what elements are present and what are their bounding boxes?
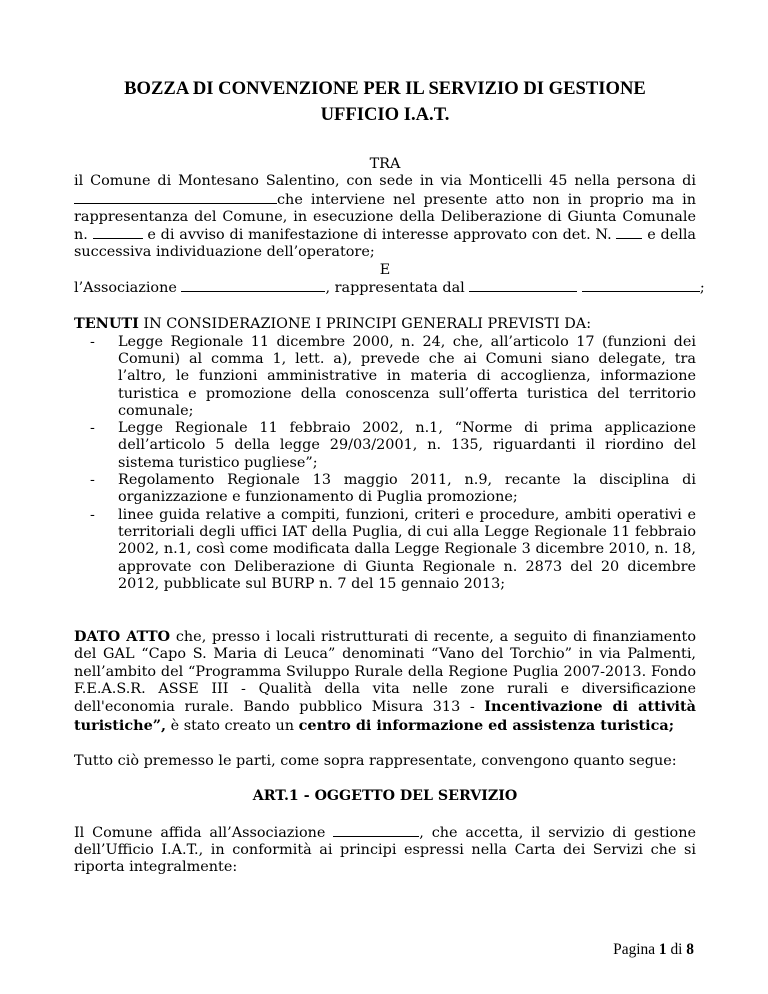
comune-text-2: che interviene nel presente atto non in proprio ma in rappresentanza del Comune, in esecuzione della Deliberazione di Giunta Comunale n. <box>74 191 696 244</box>
tenuti-heading <box>74 315 696 333</box>
associazione-paragraph <box>74 279 705 297</box>
blank-line-associazione <box>181 279 325 292</box>
title-line-1: BOZZA DI CONVENZIONE PER IL SERVIZIO DI GESTIONE <box>124 78 646 99</box>
comune-paragraph <box>74 173 696 261</box>
art1-text-2: , che accetta, il servizio di gestione dell’Ufficio I.A.T., in conformità ai principi espressi nella Carta dei Servizi che si riporta integralmente: <box>74 824 696 876</box>
footer-di: di <box>666 941 687 958</box>
tra-label: TRA <box>369 156 401 172</box>
blank-line-det <box>616 226 642 239</box>
assoc-text-1: l’Associazione <box>74 280 177 297</box>
tenuti-bold: TENUTI <box>74 315 139 333</box>
title-line-2: UFFICIO I.A.T. <box>320 104 450 125</box>
art1-title: ART.1 - OGGETTO DEL SERVIZIO <box>252 788 518 805</box>
principi-list <box>74 334 696 593</box>
dato-atto-bold-2: Incentivazione di attività turistiche”, <box>74 698 696 734</box>
document-page <box>74 76 705 876</box>
tenuti-rest: IN CONSIDERAZIONE I PRINCIPI GENERALI PREVISTI DA: <box>138 316 592 333</box>
document-title <box>74 76 696 128</box>
blank-line-delibera <box>93 226 143 239</box>
dato-atto-bold: DATO ATTO <box>74 628 171 646</box>
blank-line-rappresentante-1 <box>469 279 577 292</box>
blank-line-art1-associazione <box>333 824 419 837</box>
footer-page-number: 1 <box>658 941 667 958</box>
dato-atto-bold-3: centro di informazione ed assistenza turistica; <box>298 716 675 734</box>
comune-text-4: e della successiva individuazione dell’operatore; <box>74 227 696 261</box>
blank-line-rappresentante-2 <box>582 279 700 292</box>
list-item: - Legge Regionale 11 dicembre 2000, n. 24, che, all’articolo 17 (funzioni dei Comuni) al comma 1, lett. a), prevede che ai Comuni siano delegate, tra l’altro, le funzioni amministrative in materia di accoglienza, informazione turistica e promozione della conoscenza sull’offerta turistica del territorio comunale; <box>74 334 696 420</box>
art1-paragraph <box>74 824 696 877</box>
assoc-text-2: , rappresentata dal <box>325 280 465 297</box>
dato-atto-paragraph <box>74 628 696 735</box>
assoc-text-3: ; <box>699 280 705 297</box>
blank-line-persona <box>74 191 277 204</box>
art1-text-1: Il Comune affida all’Associazione <box>74 824 326 841</box>
comune-text-3: e di avviso di manifestazione di interesse approvato con det. N. <box>147 227 612 244</box>
dato-atto-text-1: che, presso i locali ristrutturati di recente, a seguito di finanziamento del GAL “Capo S. Maria di Leuca” denominati “Vano del Torchio” in via Palmenti, nell’ambito del “Programma Sviluppo Rurale della Regione Puglia 2007-2013. Fondo F.E.A.S.R. ASSE III - Qualità della vita nelle zone rurali e diversificazione dell'economia rurale. Bando pubblico Misura 313 - <box>74 629 697 716</box>
footer-total-pages: 8 <box>686 941 694 958</box>
footer-pagina: Pagina <box>613 941 659 958</box>
premesso-paragraph: Tutto ciò premesso le parti, come sopra rappresentate, convengono quanto segue: <box>74 752 677 769</box>
list-item: - Legge Regionale 11 febbraio 2002, n.1, “Norme di prima applicazione dell’articolo 5 della legge 29/03/2001, n. 135, riguardanti il riordino del sistema turistico pugliese”; <box>74 420 696 472</box>
e-label: E <box>379 261 391 278</box>
dato-atto-text-2: è stato creato un <box>166 717 299 734</box>
list-item: - Regolamento Regionale 13 maggio 2011, n.9, recante la disciplina di organizzazione e funzionamento di Puglia promozione; <box>74 472 696 507</box>
page-footer <box>613 941 694 959</box>
list-item: - linee guida relative a compiti, funzioni, criteri e procedure, ambiti operativi e territoriali degli uffici IAT della Puglia, di cui alla Legge Regionale 11 febbraio 2002, n.1, così come modificata dalla Legge Regionale 3 dicembre 2010, n. 18, approvate con Deliberazione di Giunta Regionale n. 2873 del 20 dicembre 2012, pubblicate sul BURP n. 7 del 15 gennaio 2013; <box>74 507 696 593</box>
comune-text-1: il Comune di Montesano Salentino, con sede in via Monticelli 45 nella persona di <box>74 173 696 190</box>
